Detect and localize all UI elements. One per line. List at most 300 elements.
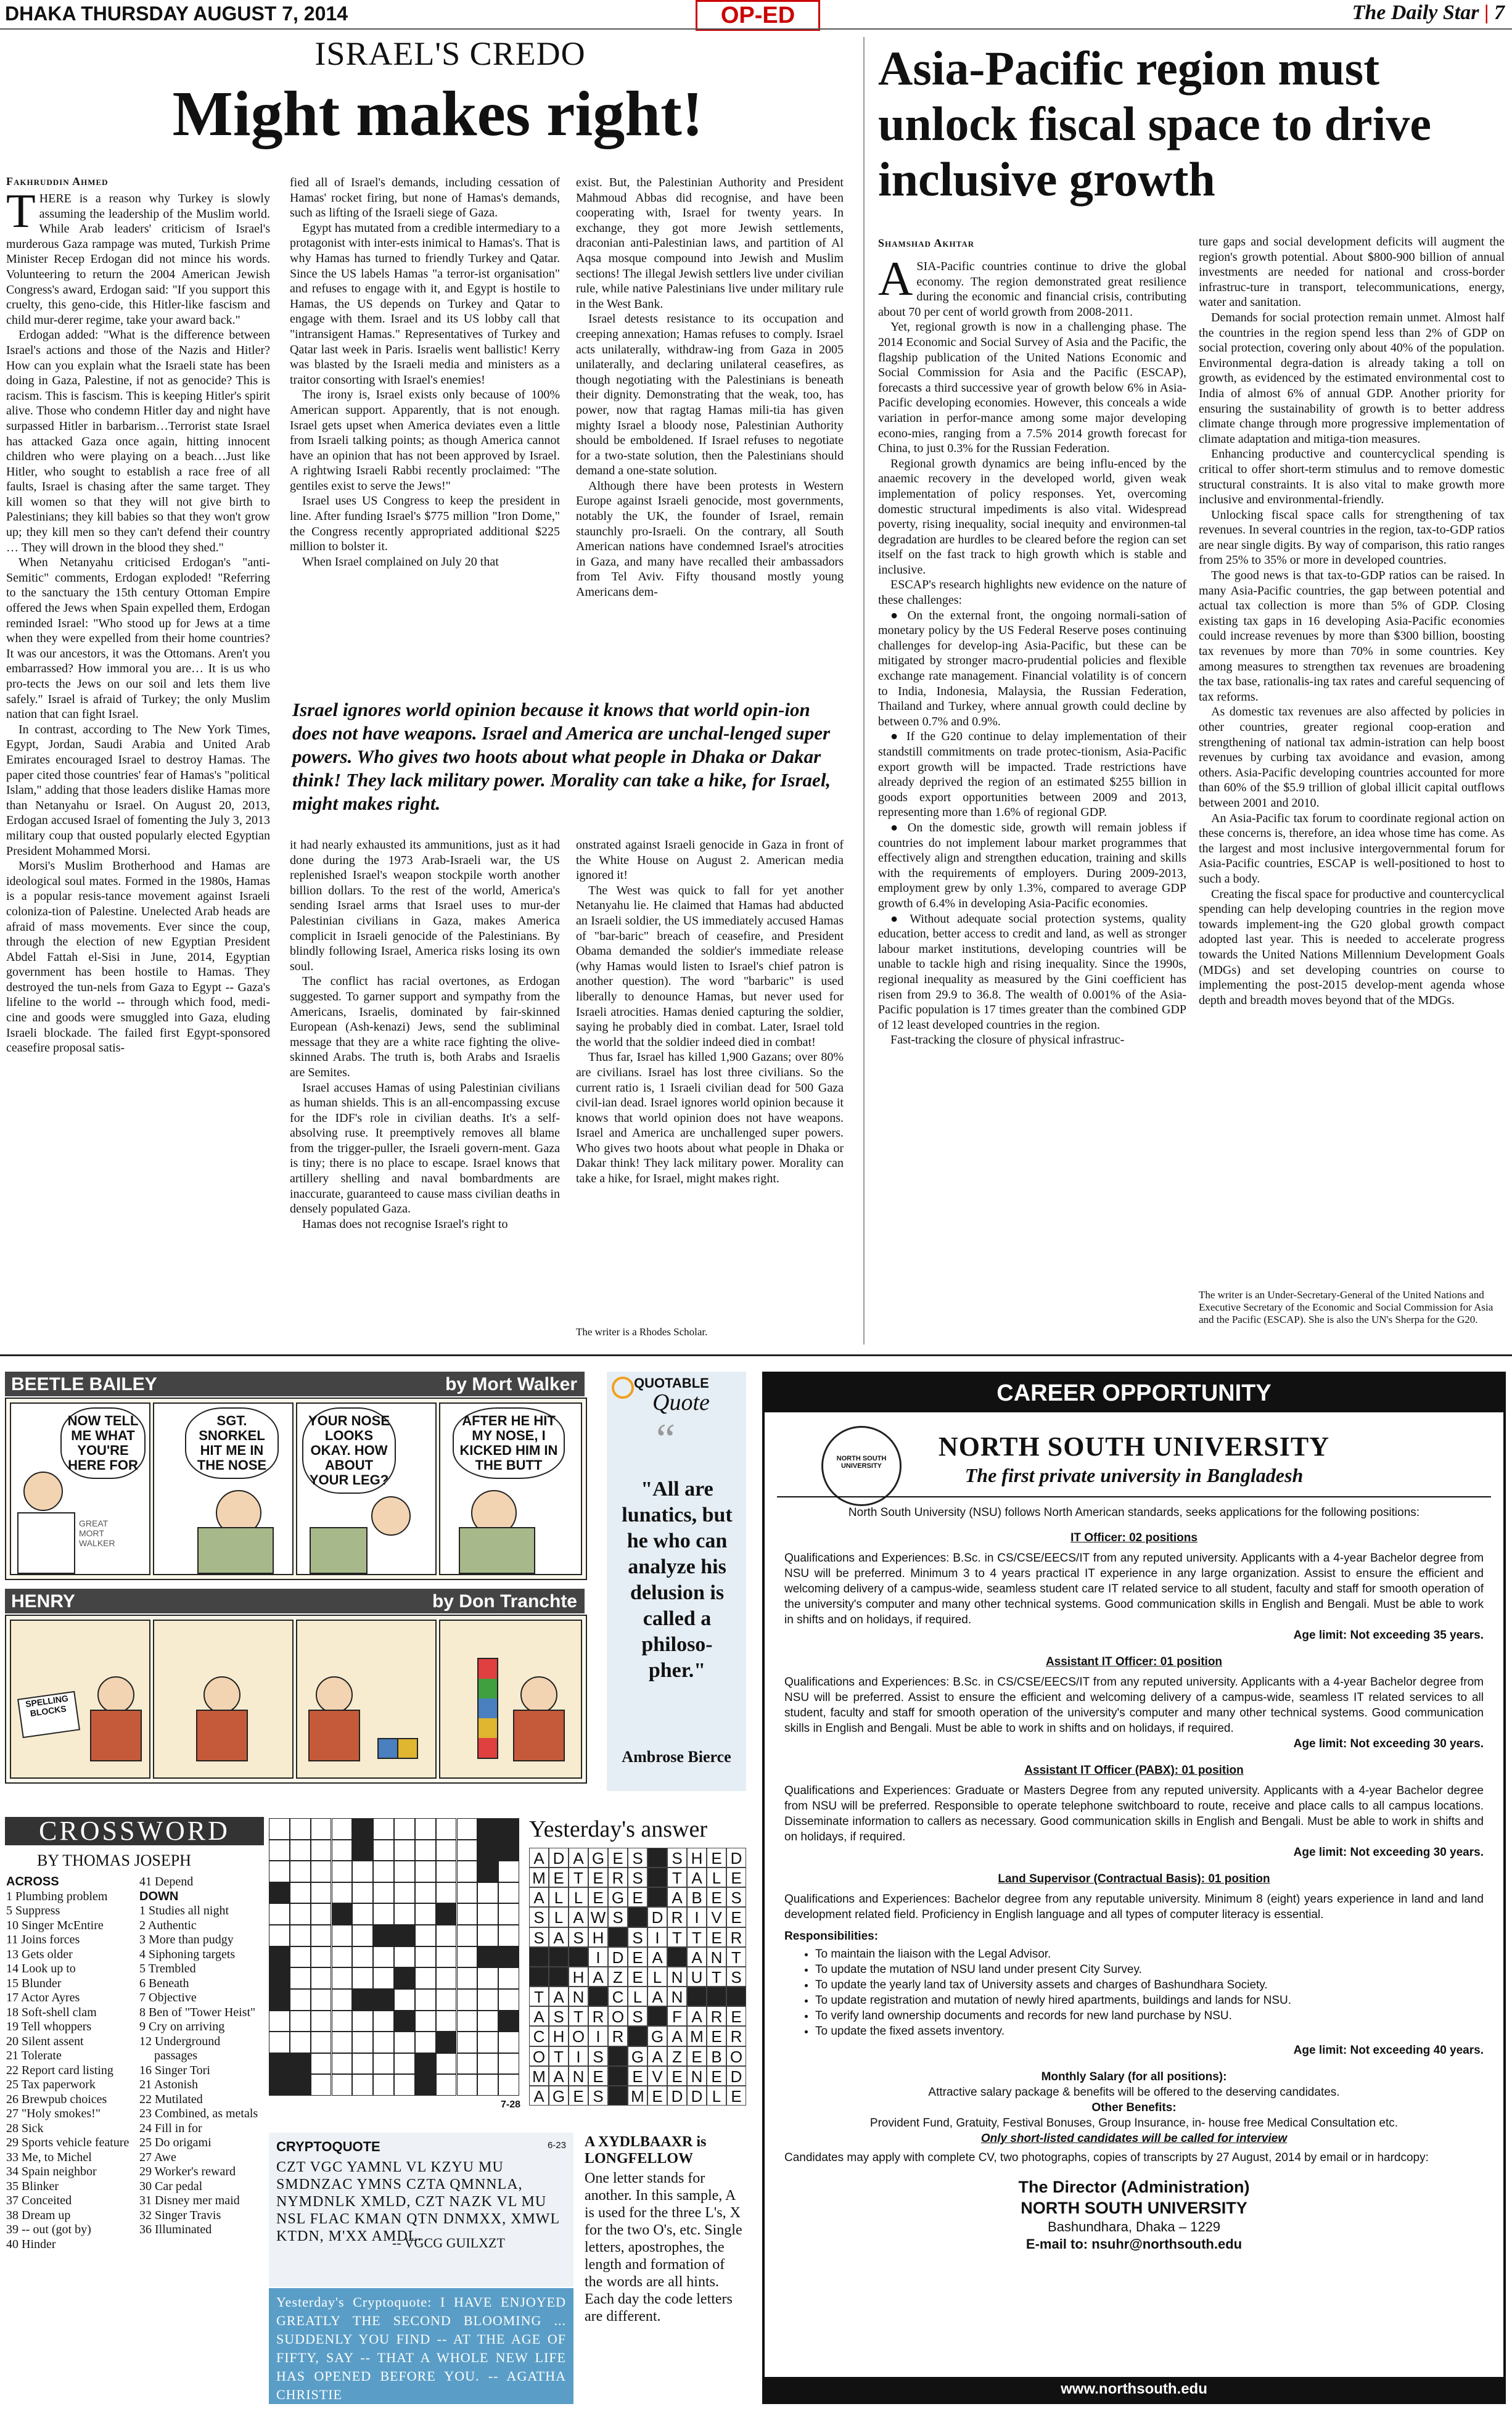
across-clue: 38 Dream up [6,2208,71,2222]
crossword-cell[interactable] [457,1840,478,1861]
responsibilities-label: Responsibilities: [784,1930,879,1943]
answer-black-cell [726,1987,746,2006]
article2-byline: Shamshad Akhtar [878,237,975,249]
answer-cell: E [667,2066,687,2086]
crossword-cell[interactable] [269,2011,290,2032]
crossword-cell[interactable] [332,1925,353,1946]
crossword-cell[interactable] [373,2074,394,2096]
answer-cell: A [549,1927,569,1947]
across-clue: 37 Conceited [6,2194,72,2207]
beetle-bubble-2: SGT. SNORKEL HIT ME IN THE NOSE [185,1407,279,1479]
answer-cell: M [529,2066,549,2086]
quote-box [607,1372,746,1791]
crossword-black-cell [290,2053,311,2075]
crossword-cell[interactable] [290,1861,311,1882]
answer-cell: S [628,1848,647,1867]
crossword-cell[interactable] [436,2074,457,2096]
crossword-cell[interactable] [415,2011,436,2032]
crossword-cell[interactable] [373,1818,394,1840]
crossword-cell[interactable] [290,2032,311,2053]
crossword-cell[interactable] [436,1925,457,1946]
across-clue: 33 Me, to Michel [6,2150,92,2164]
answer-cell: S [588,2046,608,2066]
crossword-black-cell [269,2053,290,2075]
crossword-cell[interactable] [415,1882,436,1904]
crossword-black-cell [269,1882,290,1904]
crossword-cell[interactable] [436,1818,457,1840]
crossword-cell[interactable] [498,1882,519,1904]
answer-cell: S [628,1927,647,1947]
crossword-cell[interactable] [457,1989,478,2011]
crossword-cell[interactable] [269,1840,290,1861]
crossword-cell[interactable] [352,2074,373,2096]
article2-writer-note: The writer is an Under-Secretary-General of the United Nations and Executive Secretary of the Economic and Social Commission for Asia and the Pacific (ESCAP). She is also the UN's Sherpa for the G20. [1199,1289,1494,1325]
answer-cell: E [588,1887,608,1907]
article1-pull-quote: Israel ignores world opinion because it knows that world opin-ion does not have weapons. Israel and America are unchal-lenged super powers. Who gives two hoots about what people in Dhaka or Dakar think! They lack military power. Morality can take a hike, for Israel, might makes right. [292,699,831,814]
crossword-cell[interactable] [394,1903,415,1925]
answer-cell: F [667,2006,687,2026]
crossword-cell[interactable] [415,1861,436,1882]
crossword-cell[interactable] [436,1967,457,1989]
pos1-age: Age limit: Not exceeding 35 years. [1293,1629,1484,1642]
crossword-cell[interactable] [498,2032,519,2053]
crossword-cell[interactable] [498,2074,519,2096]
column-divider [863,37,865,1345]
henry-body-3 [308,1710,360,1761]
answer-cell: A [647,2046,667,2066]
answer-cell: A [549,2066,569,2086]
article1-headline: Might makes right! [172,78,704,149]
crossword-cell[interactable] [394,1882,415,1904]
across-label: ACROSS [6,1875,59,1888]
crossword-cell[interactable] [477,2074,498,2096]
crossword-cell[interactable] [332,1861,353,1882]
answer-cell: I [569,2046,588,2066]
crossword-cell[interactable] [290,1925,311,1946]
crossword-cell[interactable] [457,2011,478,2032]
crossword-cell[interactable] [394,1818,415,1840]
across-clue: 19 Tell whoppers [6,2020,92,2033]
crossword-cell[interactable] [332,1967,353,1989]
shortlist-note: Only short-listed candidates will be called for interview [980,2132,1288,2145]
crossword-cell[interactable] [352,2011,373,2032]
answer-cell: O [569,2026,588,2046]
crossword-cell[interactable] [498,1967,519,1989]
cryptoquote-box [269,2133,573,2287]
crossword-cell[interactable] [457,2053,478,2075]
answer-cell: C [608,1987,628,2006]
henry-figure-1 [97,1676,134,1713]
spelling-blocks-box: SPELLING BLOCKS [17,1691,80,1738]
across-clue: 41 Depend [139,1875,194,1888]
crossword-cell[interactable] [415,2032,436,2053]
crossword-cell[interactable] [373,1882,394,1904]
crossword-cell[interactable] [394,2074,415,2096]
beetle-signature: GREAT MORT WALKER [79,1518,115,1548]
crossword-cell[interactable] [457,1967,478,1989]
crossword-cell[interactable] [290,2011,311,2032]
down-clue: 2 Authentic [139,1918,197,1932]
crossword-black-cell [436,1903,457,1925]
crossword-cell[interactable] [352,1967,373,1989]
crossword-cell[interactable] [290,1967,311,1989]
crossword-cell[interactable] [352,1882,373,1904]
crossword-cell[interactable] [332,1882,353,1904]
nurse-figure [23,1472,63,1511]
crossword-cell[interactable] [332,1946,353,1968]
beetle-panel-4 [439,1402,582,1575]
answer-cell: T [707,1967,726,1987]
crossword-cell[interactable] [436,1946,457,1968]
crossword-black-cell [436,2032,457,2053]
answer-cell: E [707,1927,726,1947]
pos2-body: Qualifications and Experiences: B.Sc. in CS/CSE/EECS/IT from any reputed university. Applicants with a 4-year Bachelor degree from NSU will be preferred. Assist to ensure the efficient and welcoming delivery of a campus-wide, seamless IT related services to all student, faculty and staff for smooth operation of the university's computer and many other technical systems. Good communication skills in English and Bengali. Must be able to work in shifts and on holidays, if required. [784,1676,1484,1735]
answer-cell: N [667,1967,687,1987]
crossword-black-cell [269,1989,290,2011]
crossword-cell[interactable] [436,2053,457,2075]
quote-mark-icon: “ [656,1415,676,1463]
crossword-cell[interactable] [457,2074,478,2096]
answer-cell: L [628,1987,647,2006]
crossword-cell[interactable] [269,1861,290,1882]
crossword-black-cell [415,2053,436,2075]
answer-cell: S [569,1927,588,1947]
pos4-age: Age limit: Not exceeding 40 years. [1293,2044,1484,2057]
answer-cell: R [588,2006,608,2026]
down-clue: 23 Combined, as metals [139,2107,258,2120]
crossword-cell[interactable] [332,2074,353,2096]
crossword-cell[interactable] [394,1989,415,2011]
section-label: OP-ED [696,0,820,31]
crossword-cell[interactable] [311,2053,332,2075]
crossword-cell[interactable] [373,1967,394,1989]
crossword-cell[interactable] [394,2032,415,2053]
across-clue: 1 Plumbing problem [6,1889,108,1903]
crossword-cell[interactable] [394,1861,415,1882]
answer-cell: E [707,1887,726,1907]
crossword-cell[interactable] [352,1903,373,1925]
answer-cell: S [726,1967,746,1987]
down-clue: 27 Awe [139,2150,176,2164]
crossword-cell[interactable] [477,2011,498,2032]
answer-cell: R [726,2026,746,2046]
answer-cell: G [588,1848,608,1867]
crossword-cell[interactable] [415,1967,436,1989]
answer-cell: N [667,1987,687,2006]
down-clue: 32 Singer Travis [139,2208,221,2222]
crossword-cell[interactable] [269,1903,290,1925]
crossword-cell[interactable] [311,2011,332,2032]
answer-cell: S [667,1848,687,1867]
down-clue: 24 Fill in for [139,2121,202,2135]
masthead-logo: The Daily Star | 7 [1352,1,1505,24]
crossword-cell[interactable] [311,1861,332,1882]
crossword-cell[interactable] [373,1946,394,1968]
crossword-black-cell [352,1989,373,2011]
henry-panel-1 [10,1620,150,1779]
crossword-cell[interactable] [477,2032,498,2053]
beetle-bailey-author: by Mort Walker [445,1374,577,1394]
crossword-cell[interactable] [311,1818,332,1840]
beetle-panel-3 [296,1402,437,1575]
crossword-cell[interactable] [290,1840,311,1861]
henry-figure-4 [520,1676,557,1713]
down-clue: 36 Illuminated [139,2223,212,2236]
article2-column-2: ture gaps and social development deficits will augment the region's growth potential. About $800-900 billion of annual investments are needed for national and cross-border infrastruc-ture in transport, telecommunications, energy, water and sanitation. Demands for social protection remain unmet. Almost half the countries in the region spend less than 2% of GDP on social protection, covering only about 40% of the population. Environmental degra-dation is already taking a toll on growth, as evidenced by the estimated environmental cost to India of almost 6% of annual GDP. Another priority for ensuring the sustainability of growth is to better address climate change through more progressive implementation of climate adaptation and mitiga-tion measures. Enhancing productive and countercyclical spending is critical to offer short-term stimulus and to remove domestic structural constraints. It is also vital to make growth more inclusive and environmental-friendly. Unlocking fiscal space calls for strengthening of tax revenues. In several countries in the region, tax-to-GDP ratios are near single digits. By way of comparison, this ratio ranges from 25% to 35% or more in developed countries. The good news is that tax-to-GDP ratios can be raised. In many Asia-Pacific countries, the gap between potential and actual tax collection is more than 5% of GDP. Closing existing tax gaps in 16 developing Asia-Pacific economies could increase revenues by more than $300 billion, boosting tax revenues by more than 70% in some countries. Key among measures to strengthen tax revenues are broadening the tax base, rationalis-ing tax rates and careful sequencing of tax reforms. As domestic tax revenues are also affected by policies in other countries, greater regional coop-eration and strengthening of national tax admin-istration can help boost revenues by curbing tax avoidance and evasion, among others. Asia-Pacific developing countries accounted for more than 60% of the $5.9 trillion of global illicit capital outflows between 2001 and 2010. An Asia-Pacific tax forum to coordinate regional action on these concerns is, therefore, an idea whose time has come. As the largest and most inclusive intergovernmental forum for Asia-Pacific countries, ESCAP is well-positioned to host to such a body. Creating the fiscal space for productive and countercyclical spending can help developing countries in the region move towards implement-ing the G20 global growth compact adopted last year. This is needed to accelerate progress towards the United Nations Millennium Development Goals (MDGs) and set developing countries on course to implementing the post-2015 develop-ment agenda whose depth and breadth moves beyond that of the MDGs. [1199,235,1505,1007]
answer-cell: E [569,2086,588,2106]
answer-cell: G [549,2086,569,2106]
crossword-cell[interactable] [498,2053,519,2075]
crossword-cell[interactable] [311,2032,332,2053]
crossword-cell[interactable] [477,2053,498,2075]
crossword-cell[interactable] [436,1861,457,1882]
crossword-cell[interactable] [311,1967,332,1989]
crossword-cell[interactable] [352,1946,373,1968]
career-website[interactable]: www.northsouth.edu [765,2377,1503,2402]
across-clue: 40 Hinder [6,2237,56,2251]
answer-cell: E [726,1867,746,1887]
crossword-cell[interactable] [311,1882,332,1904]
crossword-cell[interactable] [477,1903,498,1925]
crossword-cell[interactable] [498,1925,519,1946]
crossword-cell[interactable] [373,2011,394,2032]
pos1-body: Qualifications and Experiences: B.Sc. in CS/CSE/EECS/IT from any reputed university. Applicants with a 4-year Bachelor degree from NSU will be preferred. Minimum 3 to 4 years practical IT experience in any large organization. Assist to ensure the efficient and welcoming delivery of a campus-wide, seamless student care IT related service to all student, faculty and staff for smooth operation of the university's computer and many other technical systems. Good communication skills in English and Bengali. Must be able to work in shifts and on holidays, if required. [784,1552,1484,1626]
quote-logo-icon [612,1377,634,1399]
answer-cell: R [707,2006,726,2026]
crossword-cell[interactable] [269,2032,290,2053]
crossword-cell[interactable] [415,1925,436,1946]
henry-strip [5,1615,587,1784]
down-clue: 7 Objective [139,1991,197,2004]
crossword-cell[interactable] [394,1840,415,1861]
crossword-cell[interactable] [415,1903,436,1925]
answer-cell: H [569,1967,588,1987]
crossword-cell[interactable] [477,1967,498,1989]
crossword-cell[interactable] [457,2032,478,2053]
answer-cell: O [529,2046,549,2066]
across-clue: 34 Spain neighbor [6,2165,97,2178]
crossword-black-cell [373,1925,394,1946]
answer-cell: E [707,2026,726,2046]
crossword-cell[interactable] [498,1989,519,2011]
answer-cell: E [687,2046,707,2066]
crossword-cell[interactable] [373,1861,394,1882]
answer-cell: Z [608,1967,628,1987]
crossword-cell[interactable] [415,1840,436,1861]
career-ad [762,1372,1506,2404]
crossword-cell[interactable] [394,1946,415,1968]
crossword-cell[interactable] [290,1818,311,1840]
crossword-cell[interactable] [269,1818,290,1840]
answer-black-cell [569,1947,588,1967]
answer-cell: M [687,2026,707,2046]
answer-cell: A [687,2006,707,2026]
crossword-cell[interactable] [415,1946,436,1968]
down-clue: 4 Siphoning targets [139,1947,236,1961]
answer-cell: I [588,2026,608,2046]
down-clues [139,1904,263,2238]
responsibility-item: • To update the fixed assets inventory. [815,2024,1484,2039]
answer-cell: T [569,2006,588,2026]
answer-cell: E [726,2086,746,2106]
crossword-cell[interactable] [457,1861,478,1882]
crossword-black-cell [269,1946,290,1968]
crossword-black-cell [415,2074,436,2096]
answer-cell: A [667,2026,687,2046]
crossword-cell[interactable] [457,1882,478,1904]
crossword-cell[interactable] [415,1818,436,1840]
answer-black-cell [608,2046,628,2066]
answer-cell: V [707,1907,726,1927]
crossword-cell[interactable] [436,1989,457,2011]
crossword-cell[interactable] [373,2032,394,2053]
henry-panel-2 [153,1620,294,1779]
crossword-cell[interactable] [311,1989,332,2011]
beetle-bailey-strip [5,1398,587,1580]
crossword-grid[interactable] [269,1818,519,2096]
quote-text: "All are lunatics, but he who can analyze his delusion is called a philoso-pher." [622,1478,733,1682]
crossword-cell[interactable] [269,1925,290,1946]
crossword-cell[interactable] [477,1989,498,2011]
crossword-cell[interactable] [498,1861,519,1882]
crossword-cell[interactable] [352,2032,373,2053]
quote-author: Ambrose Bierce [622,1748,731,1766]
beetle-body-2 [310,1527,368,1574]
down-clue: 12 Underground passages [139,2034,221,2062]
crossword-cell[interactable] [436,1882,457,1904]
cryptoquote-title: CRYPTOQUOTE [276,2139,380,2154]
answer-cell: D [726,2066,746,2086]
page-header [0,0,1512,30]
crossword-cell[interactable] [332,2011,353,2032]
crossword-cell[interactable] [311,1946,332,1968]
crossword-cell[interactable] [373,2053,394,2075]
down-clue: 3 More than pudgy [139,1933,234,1946]
answer-cell: T [667,1867,687,1887]
crossword-cell[interactable] [352,1861,373,1882]
henry-figure-2 [203,1676,240,1713]
across-clues [6,1890,136,2252]
answer-cell: E [726,1907,746,1927]
answer-cell: D [549,1848,569,1867]
crossword-cell[interactable] [373,1903,394,1925]
article2-column-1: ASIA-Pacific countries continue to drive the global economy. The region demonstrated great resilience during the economic and financial crisis, contributing about 70 per cent of world growth from 2008-2011. Yet, regional growth is now in a challenging phase. The 2014 Economic and Social Survey of Asia and the Pacific, the flagship publication of the United Nations Economic and Social Commission for Asia and the Pacific (ESCAP), forecasts a third successive year of growth below 6% in Asia-Pacific developing economies. However, this conceals a wide variation in perfor-mance among some major developing econo-mies, ranging from a 7.5% 2014 growth forecast for China, to just 0.3% for the Russian Federation. Regional growth dynamics are being influ-enced by the anaemic recovery in the developed world, given weak implementation of policy responses. Yet, overcoming domestic structural impediments is also vital. Widespread poverty, rising inequality, social inequity and environmen-tal degradation are hurdles to be cleared before the region can set itself on the fast track to high growth which is stable and inclusive. ESCAP's research highlights new evidence on the nature of these challenges: ● On the external front, the ongoing normali-sation of monetary policy by the US Federal Reserve poses continuing challenges for develop-ing Asia-Pacific, but these can be mitigated by stronger macro-prudential policies and flexible exchange rate management. Financial volatility is of concern to India, Indonesia, Malaysia, the Russian Federation, Thailand and Turkey, where annual growth could decline by between 0.7% and 0.9%. ● If the G20 continue to delay implementation of their standstill commitments on trade protec-tionism, Asia-Pacific export growth will be impacted. Trade restrictions have already deprived the region of an estimated $255 billion in goods export opportunities between 2009 and 2013, representing more than 1.6% of regional GDP. ● On the domestic side, growth will remain jobless if countries do not implement labour market programmes that effectively align and strengthen education, training and skills with the requirements of employers. During 2009-2013, employment grew by only 1.3%, compared to average GDP growth of 6.4% in developing Asia-Pacific economies. ● Without adequate social protection systems, quality education, better access to credit and land, as well as stronger labour market institutions, developing countries will be unable to tackle high and rising inequality. Since the 1990s, regional inequality as measured by the Gini coefficient has risen from 29.9 to 36.8. The wealth of 0.001% of the Asia-Pacific population is 17 times greater than the combined GDP of 12 least developed countries in the region. Fast-tracking the closure of physical infrastruc- [878,259,1186,1047]
across-clue: 29 Sports vehicle feature [6,2136,129,2149]
nsu-logo-text: NORTH SOUTH UNIVERSITY [836,1455,887,1470]
article1-kicker: ISRAEL'S CREDO [314,35,586,72]
apply-instructions: Candidates may apply with complete CV, two photographs, copies of transcripts by 27 August, 2014 by email or in hardcopy: [784,2151,1429,2164]
answer-cell: D [687,2086,707,2106]
crossword-cell[interactable] [352,1925,373,1946]
across-clue: 14 Look up to [6,1962,76,1975]
down-clue: 5 Trembled [139,1962,196,1975]
across-clue: 35 Blinker [6,2179,59,2193]
crossword-cell[interactable] [290,1946,311,1968]
answer-cell: A [667,1887,687,1907]
crossword-cell[interactable] [352,2053,373,2075]
article1-column-3: exist. But, the Palestinian Authority and President Mahmoud Abbas did recognise, and have been cooperating with, Israel for twenty years. In exchange, they got more Jewish settlements, draconian anti-Palestinian laws, and partition of Al Aqsa mosque compound into Jewish and Muslim sections! The illegal Jewish settlers live under civilian rule, while native Palestinians live under military rule in the West Bank. Israel detests resistance to its occupation and creeping annexation; Hamas refuses to comply. Israel acts unilaterally, withdraw-ing from Gaza in 2005 unilaterally, and declaring unilateral ceasefires, as though negotiating with the Palestinians is beneath their dignity. Demonstrating that the weak, too, has power, now that ragtag Hamas mili-tia has given mighty Israel a bloody nose, Palestinian Authority should be emboldened. If Israel refuses to negotiate for a two-state solution, then the Palestinians should demand a one-state solution. Although there have been protests in Western Europe against Israeli genocide, most governments, notably the UK, the founder of Israel, remain staunchly pro-Israeli. On the contrary, all South American nations have condemned Israel's atrocities in Gaza, and many have recalled their ambassadors from Tel Aviv. Fifty thousand mostly young Americans dem- [576,176,844,599]
answer-cell: S [588,2086,608,2106]
beetle-bailey-banner [5,1372,585,1396]
career-intro: North South University (NSU) follows North American standards, seeks applications for the following positions: [848,1506,1420,1519]
answer-cell: A [588,1967,608,1987]
down-clue: 21 Astonish [139,2078,199,2091]
answer-cell: A [529,1887,549,1907]
down-clue: 22 Mutilated [139,2092,203,2106]
answer-cell: O [608,2006,628,2026]
crossword-cell[interactable] [311,1903,332,1925]
crossword-black-cell [394,1967,415,1989]
crossword-cell[interactable] [290,1989,311,2011]
cryptoquote-answer-box [269,2288,573,2404]
answer-cell: R [608,2026,628,2046]
crossword-cell[interactable] [457,1925,478,1946]
crossword-cell[interactable] [477,1925,498,1946]
crossword-cell[interactable] [498,1903,519,1925]
answer-cell: T [569,1867,588,1887]
answer-cell: N [687,2066,707,2086]
crossword-cell[interactable] [394,2053,415,2075]
crossword-black-cell [477,1861,498,1882]
answer-cell: C [529,2026,549,2046]
answer-cell: A [569,1848,588,1867]
crossword-cell[interactable] [311,2074,332,2096]
crossword-cell[interactable] [311,1925,332,1946]
answer-cell: S [608,1907,628,1927]
crossword-cell[interactable] [457,1903,478,1925]
crossword-cell[interactable] [332,1840,353,1861]
answer-black-cell [628,2026,647,2046]
crossword-cell[interactable] [436,1840,457,1861]
pos3-body: Qualifications and Experiences: Graduate or Masters Degree from any reputed university. Applicants with a 4-year Bachelor degree from NSU will be preferred. Responsible to operate telephone switchboard to route, receive and place calls to all campus locations. Disseminate information to callers as necessary. Good communication skills in English and Bengali. Must be able to work in shifts and on holidays, if required. [784,1784,1484,1843]
crossword-cell[interactable] [436,2011,457,2032]
crossword-cell[interactable] [332,1989,353,2011]
email-address[interactable]: E-mail to: nsuhr@northsouth.edu [1025,2236,1243,2252]
pos2-age: Age limit: Not exceeding 30 years. [1293,1737,1484,1750]
across-clue: 5 Suppress [6,1904,60,1917]
answer-cell: D [647,1907,667,1927]
beetle-bubble-3: YOUR NOSE LOOKS OKAY. HOW ABOUT YOUR LEG? [302,1407,396,1494]
cryptoquote-author-code: -- VGCG GUILXZT [392,2235,505,2250]
crossword-cell[interactable] [290,1882,311,1904]
crossword-cell[interactable] [457,1818,478,1840]
answer-cell: E [726,2006,746,2026]
answer-cell: I [647,1927,667,1947]
crossword-cell[interactable] [457,1946,478,1968]
crossword-cell[interactable] [332,2032,353,2053]
answer-black-cell [529,1947,549,1967]
answer-cell: L [549,1907,569,1927]
answer-cell: E [549,1867,569,1887]
crossword-cell[interactable] [477,1882,498,1904]
crossword-cell[interactable] [311,1840,332,1861]
across-clue: 21 Tolerate [6,2049,62,2062]
answer-black-cell [647,1867,667,1887]
crossword-cell[interactable] [332,2053,353,2075]
crossword-cell[interactable] [290,1903,311,1925]
article2-headline: Asia-Pacific region must unlock fiscal space to drive inclusive growth [878,41,1431,206]
across-clue: 20 Silent assent [6,2034,84,2048]
crossword-cell[interactable] [373,1840,394,1861]
henry-body-1 [90,1710,142,1761]
answer-cell: A [529,2086,549,2106]
block-icon [377,1738,398,1759]
crypto-explain-box [585,2134,746,2405]
crossword-black-cell [269,1967,290,1989]
crossword-cell[interactable] [332,1818,353,1840]
article1-writer-note: The writer is a Rhodes Scholar. [576,1326,708,1338]
crossword-cell[interactable] [415,1989,436,2011]
